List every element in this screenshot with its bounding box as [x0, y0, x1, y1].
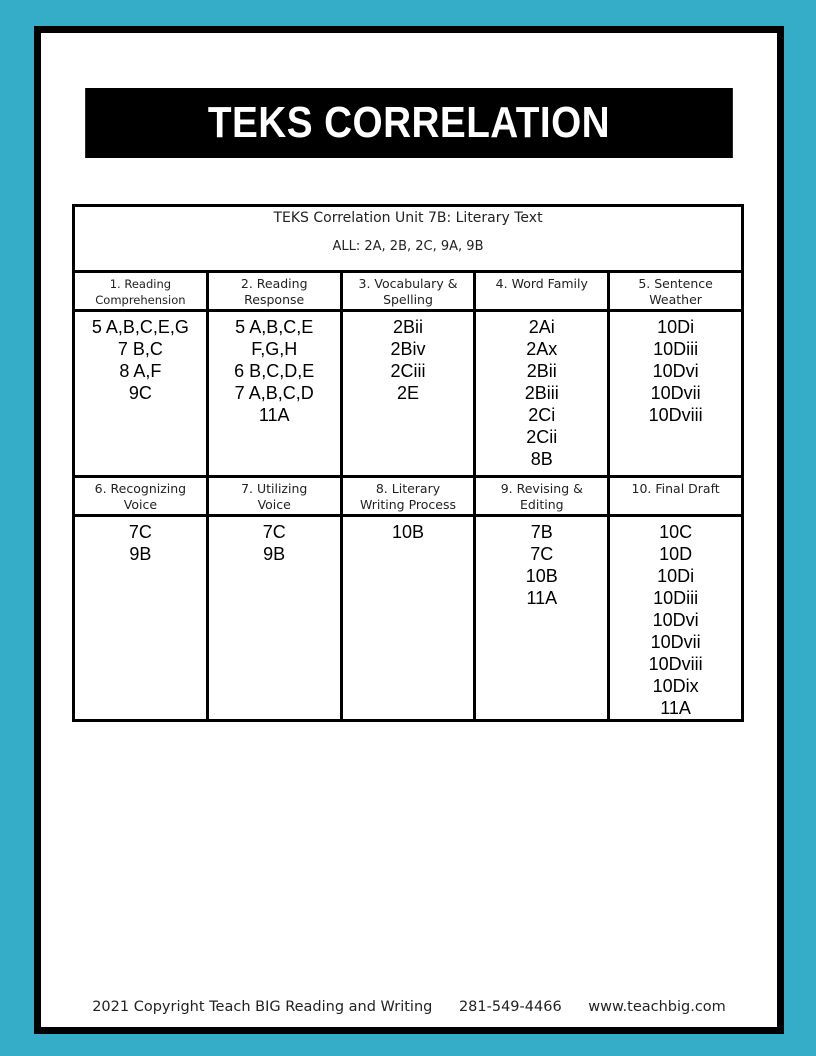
- standard-code: 10Dix: [652, 676, 699, 696]
- standards-cell: [207, 311, 341, 477]
- header-row: [74, 272, 743, 311]
- footer-copyright: 2021 Copyright Teach BIG Reading and Writing: [92, 999, 433, 1015]
- column-header-cell: [475, 477, 609, 516]
- standard-code: 5 A,B,C,E: [235, 317, 314, 337]
- standards-cell: [609, 516, 743, 721]
- column-header: 6. Recognizing Voice: [94, 481, 187, 512]
- footer: [41, 999, 777, 1015]
- standard-code: 7B: [530, 522, 553, 542]
- standard-code: 10Dvii: [650, 383, 701, 403]
- column-header-cell: [207, 477, 341, 516]
- column-header: 3. Vocabulary & Spelling: [358, 276, 458, 307]
- standard-code: 10Diii: [653, 588, 699, 608]
- standard-code: 7 B,C: [117, 339, 163, 359]
- standards-cell: [475, 311, 609, 477]
- standard-code: 10Di: [657, 566, 695, 586]
- data-row: [74, 516, 743, 721]
- standard-code: 10B: [391, 522, 424, 542]
- column-header-cell: [341, 477, 475, 516]
- standard-code: 2Ciii: [390, 361, 426, 381]
- standard-code: 2Ci: [528, 405, 556, 425]
- column-header-cell: [74, 272, 208, 311]
- standard-code: 2Ai: [528, 317, 555, 337]
- teks-correlation-table: [72, 204, 744, 722]
- table-caption-cell: [74, 206, 743, 272]
- column-header-cell: [475, 272, 609, 311]
- column-header: 2. Reading Response: [240, 276, 308, 307]
- header-row: [74, 477, 743, 516]
- column-header: 5. Sentence Weather: [638, 276, 713, 307]
- standard-code: 7 A,B,C,D: [234, 383, 314, 403]
- standards-cell: [207, 516, 341, 721]
- standard-code: 2E: [396, 383, 419, 403]
- footer-phone: 281-549-4466: [458, 999, 562, 1015]
- column-header-cell: [341, 272, 475, 311]
- standard-code: 6 B,C,D,E: [234, 361, 315, 381]
- column-header-cell: [609, 477, 743, 516]
- standard-code: 11A: [258, 405, 290, 425]
- standard-code: 10Dvi: [652, 610, 699, 630]
- standard-code: 10Dviii: [648, 654, 703, 674]
- column-header: 4. Word Family: [495, 276, 588, 291]
- page-title: TEKS CORRELATION: [85, 88, 733, 158]
- standards-cell: [341, 311, 475, 477]
- standard-code: 10B: [525, 566, 558, 586]
- standard-code: 9B: [263, 544, 286, 564]
- column-header-cell: [74, 477, 208, 516]
- standard-code: 2Biv: [390, 339, 426, 359]
- standard-code: 9B: [129, 544, 152, 564]
- standard-code: 2Ax: [526, 339, 558, 359]
- standard-code: 11A: [660, 698, 691, 718]
- table-all-standards: ALL: 2A, 2B, 2C, 9A, 9B: [332, 239, 484, 254]
- standard-code: 9C: [128, 383, 152, 403]
- standard-code: 10Dvii: [650, 632, 701, 652]
- standard-code: 7C: [530, 544, 554, 564]
- column-header-cell: [609, 272, 743, 311]
- standard-code: 10D: [659, 544, 693, 564]
- table-caption: TEKS Correlation Unit 7B: Literary Text: [273, 210, 543, 226]
- standard-code: 10Dvi: [652, 361, 699, 381]
- standards-cell: [609, 311, 743, 477]
- standard-code: 11A: [526, 588, 558, 608]
- standard-code: 10Di: [657, 317, 695, 337]
- column-header: 10. Final Draft: [631, 481, 720, 496]
- standard-code: 2Bii: [526, 361, 557, 381]
- standard-code: 2Biii: [524, 383, 559, 403]
- footer-website[interactable]: www.teachbig.com: [588, 999, 726, 1015]
- standard-code: 2Bii: [392, 317, 423, 337]
- column-header-cell: [207, 272, 341, 311]
- standard-code: 7C: [128, 522, 152, 542]
- standard-code: 8B: [530, 449, 553, 469]
- standards-cell: [341, 516, 475, 721]
- column-header: 1. Reading Comprehension: [95, 277, 186, 307]
- standard-code: 8 A,F: [119, 361, 162, 381]
- column-header: 7. Utilizing Voice: [241, 481, 308, 512]
- column-header: 9. Revising & Editing: [500, 481, 583, 512]
- standard-code: 10Dviii: [648, 405, 703, 425]
- standard-code: F,G,H: [251, 339, 298, 359]
- standard-code: 10Diii: [653, 339, 699, 359]
- data-row: [74, 311, 743, 477]
- standards-cell: [475, 516, 609, 721]
- column-header: 8. Literary Writing Process: [359, 481, 457, 512]
- document-page: [34, 26, 784, 1034]
- standards-cell: [74, 516, 208, 721]
- standard-code: 2Cii: [526, 427, 558, 447]
- standard-code: 7C: [262, 522, 286, 542]
- standard-code: 10C: [659, 522, 693, 542]
- standards-cell: [74, 311, 208, 477]
- standard-code: 5 A,B,C,E,G: [91, 317, 189, 337]
